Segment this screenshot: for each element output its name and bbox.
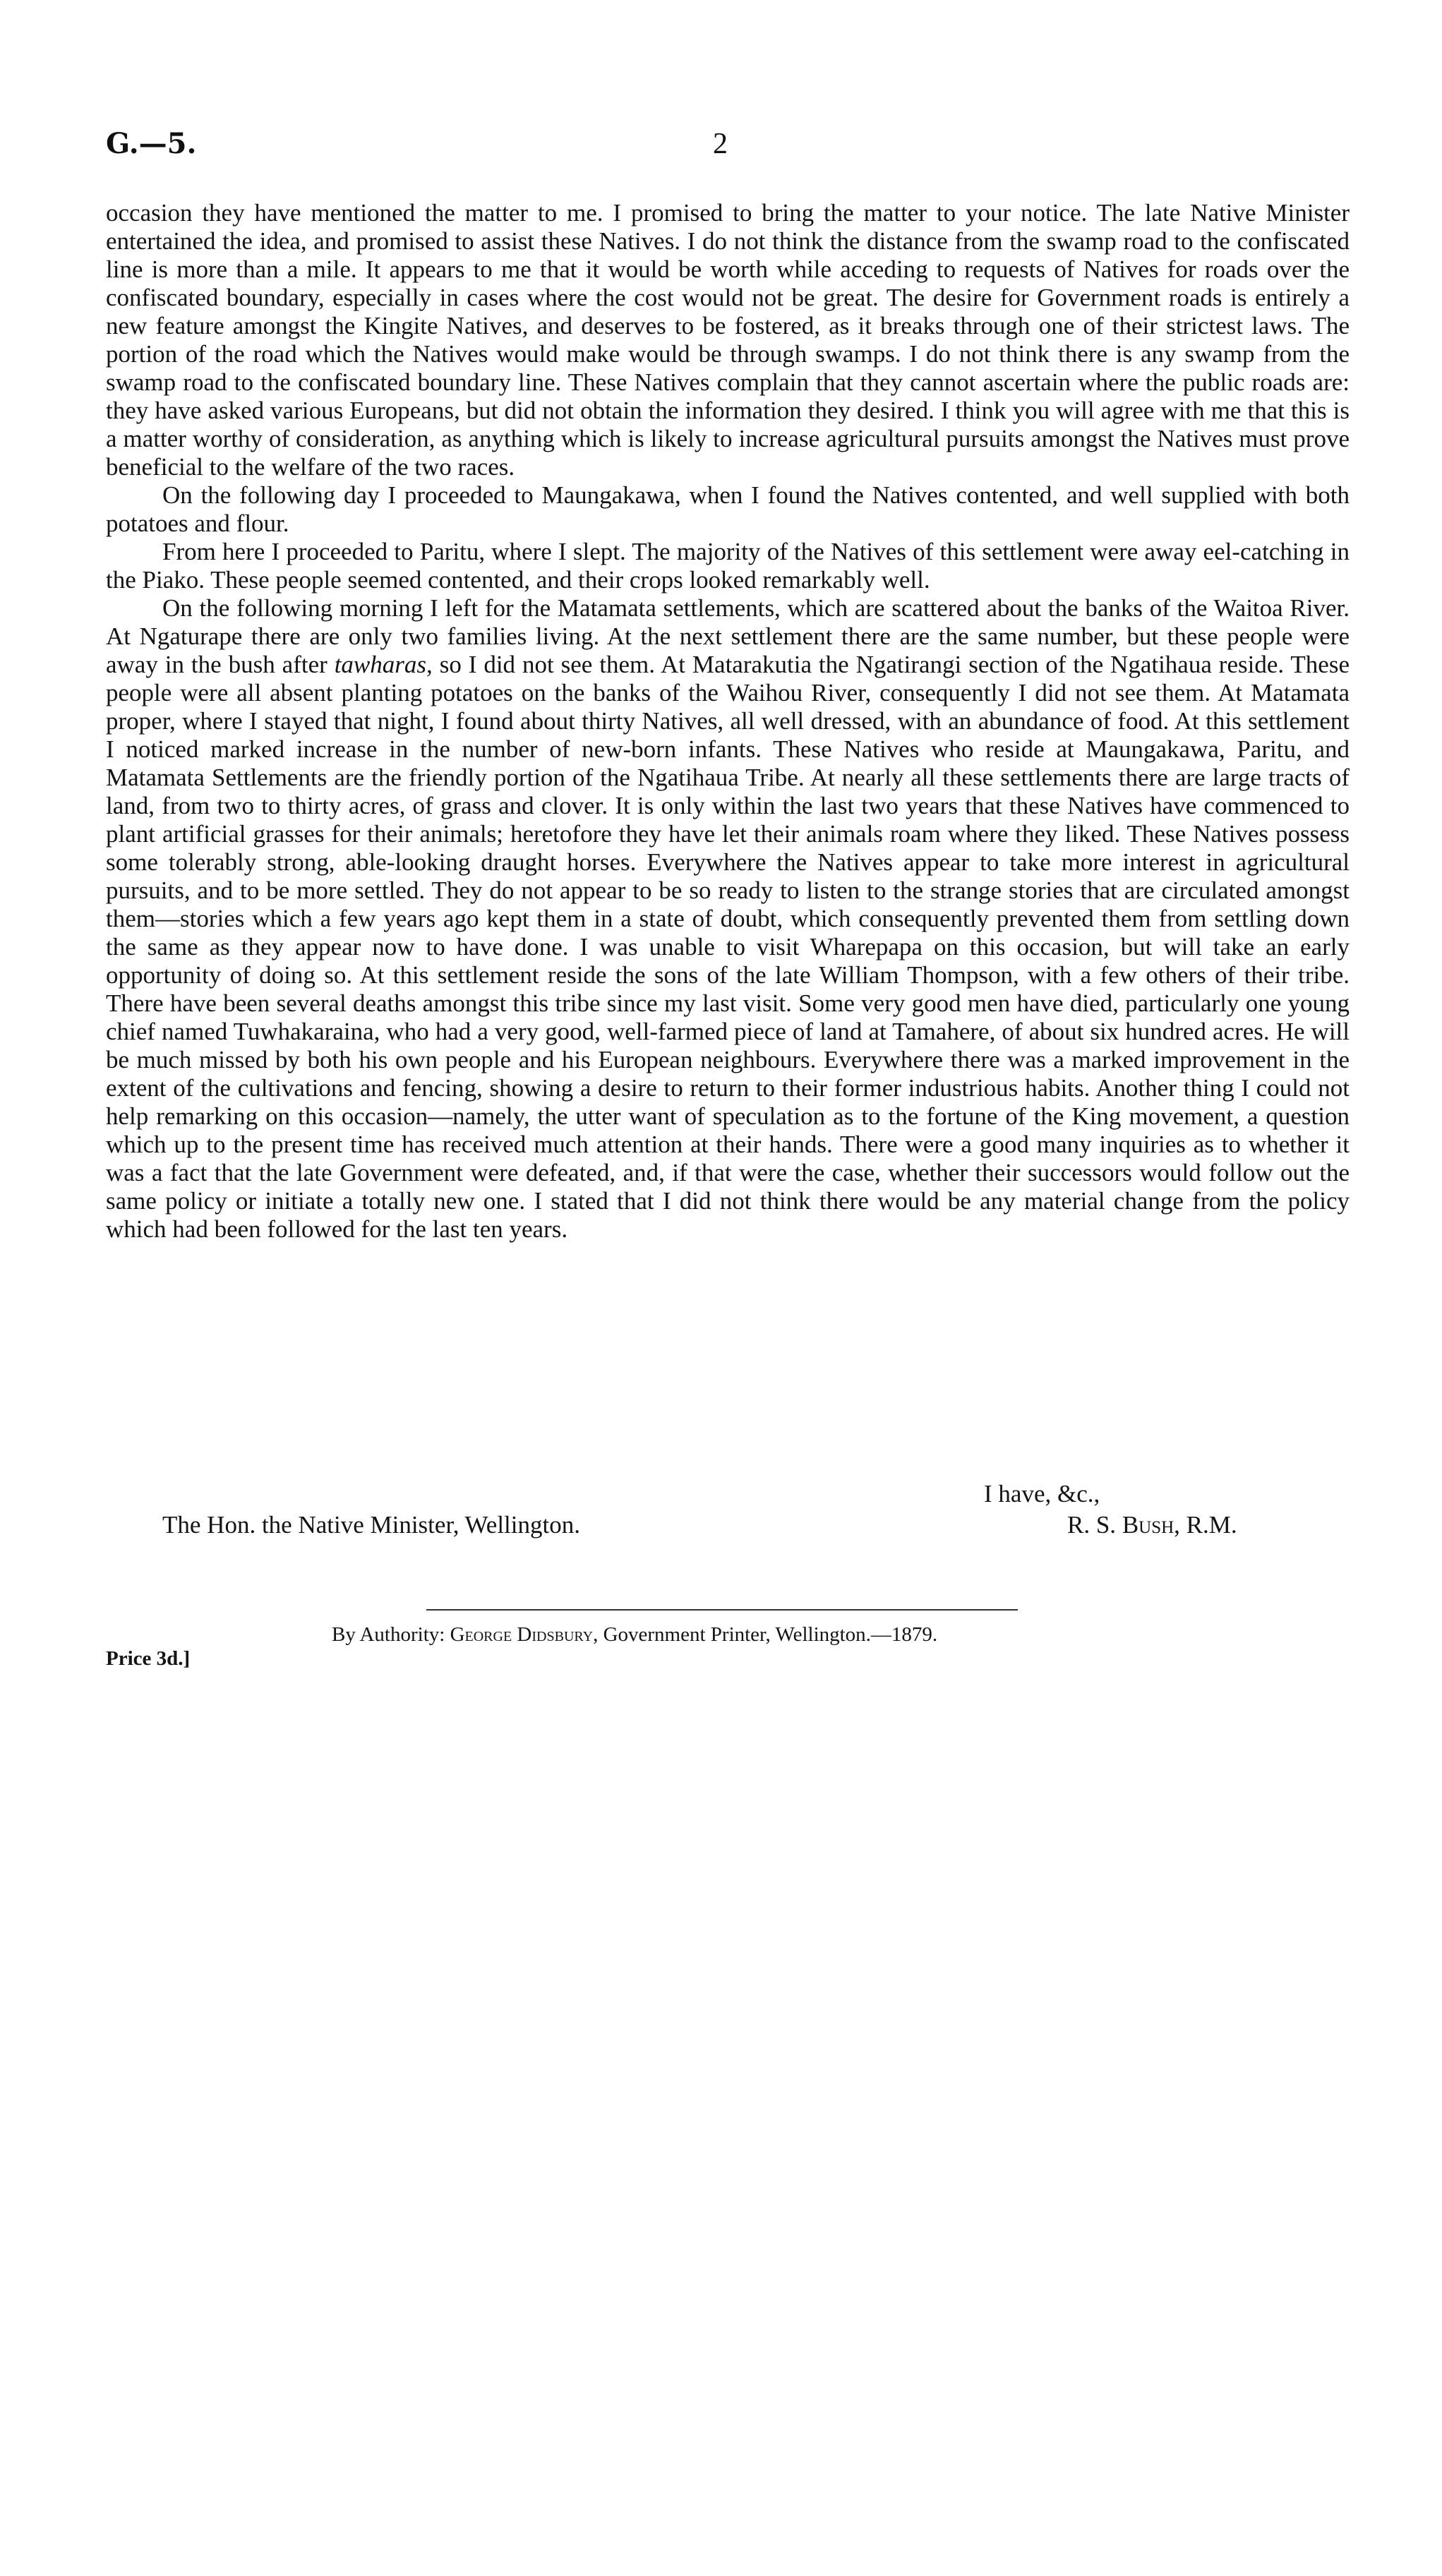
footer-divider: [426, 1609, 1018, 1611]
signature-initials: R. S.: [1067, 1511, 1117, 1539]
paragraph-1: occasion they have mentioned the matter to me. I promised to bring the matter to your notice. The late Native Minister entertained the idea, and promised to assist these Natives. I do not think the distance from the swamp road to the confiscated line is more than a mile. It appears to me that it would be worth while acceding to requests of Natives for roads over the confiscated boundary, especially in cases where the cost would not be great. The desire for Government roads is entirely a new feature amongst the Kingite Natives, and deserves to be fostered, as it breaks through one of their strictest laws. The portion of the road which the Natives would make would be through swamps. I do not think there is any swamp from the swamp road to the confiscated boundary line. These Natives complain that they cannot ascertain where the public roads are: they have asked various Europeans, but did not obtain the information they desired. I think you will agree with me that this is a matter worthy of consideration, as anything which is likely to increase agricultural pursuits amongst the Natives must prove beneficial to the welfare of the two races.: [106, 199, 1350, 481]
signature: [1067, 1511, 1237, 1539]
imprint-printer: George Didsbury: [450, 1623, 594, 1646]
letter-body: [106, 199, 1350, 1244]
signature-name: Bush: [1122, 1511, 1174, 1539]
paragraph-3: From here I proceeded to Paritu, where I slept. The majority of the Natives of this settlement were away eel-catching in the Piako. These people seemed contented, and their crops looked remarkably well.: [106, 538, 1350, 594]
addressee: The Hon. the Native Minister, Wellington.: [162, 1511, 580, 1539]
paragraph-4-italic-term: tawharas,: [334, 651, 433, 678]
document-reference: G.—5.: [106, 127, 197, 160]
printer-imprint: [332, 1623, 937, 1647]
paragraph-4: [106, 594, 1350, 1244]
closing-line: I have, &c.,: [984, 1480, 1100, 1507]
price-label: Price 3d.]: [106, 1647, 191, 1670]
paragraph-4-part-1: On the following morning I left for the Matamata settlements, which are scattered about the banks of the Waitoa River. At Ngaturape there are only two families living. At the next settlement there are the same number, but these people were away in the bush after: [106, 594, 1350, 678]
signature-title: , R.M.: [1174, 1511, 1237, 1539]
page-number: 2: [713, 128, 728, 160]
paragraph-2: On the following day I proceeded to Maungakawa, when I found the Natives contented, and well supplied with both potatoes and flour.: [106, 481, 1350, 537]
imprint-prefix: By Authority:: [332, 1623, 450, 1646]
page-header: [106, 127, 1348, 169]
imprint-suffix: , Government Printer, Wellington.—1879.: [593, 1623, 938, 1646]
paragraph-4-part-2: so I did not see them. At Matarakutia the Ngatirangi section of the Ngatihaua reside. These people were all absent planting potatoes on the banks of the Waihou River, consequently I did not see them. At Matamata proper, where I stayed that night, I found about thirty Natives, all well dressed, with an abundance of food. At this settlement I noticed marked increase in the number of new-born infants. These Natives who reside at Maungakawa, Paritu, and Matamata Settlements are the friendly portion of the Ngatihaua Tribe. At nearly all these settlements there are large tracts of land, from two to thirty acres, of grass and clover. It is only within the last two years that these Natives have commenced to plant artificial grasses for their animals; heretofore they have let their animals roam where they liked. These Natives possess some tolerably strong, able-looking draught horses. Everywhere the Natives appear to take more interest in agricultural pursuits, and to be more settled. They do not appear to be so ready to listen to the strange stories that are circulated amongst them—stories which a few years ago kept them in a state of doubt, which consequently prevented them from settling down the same as they appear now to have done. I was unable to visit Wharepapa on this occasion, but will take an early opportunity of doing so. At this settlement reside the sons of the late William Thompson, with a few others of their tribe. There have been several deaths amongst this tribe since my last visit. Some very good men have died, particularly one young chief named Tuwhakaraina, who had a very good, well-farmed piece of land at Tamahere, of about six hundred acres. He will be much missed by both his own people and his European neighbours. Everywhere there was a marked improvement in the extent of the cultivations and fencing, showing a desire to return to their former industrious habits. Another thing I could not help remarking on this occasion—namely, the utter want of speculation as to the fortune of the King movement, a question which up to the present time has received much attention at their hands. There were a good many inquiries as to whether it was a fact that the late Government were defeated, and, if that were the case, whether their successors would follow out the same policy or initiate a totally new one. I stated that I did not think there would be any material change from the policy which had been followed for the last ten years.: [106, 651, 1350, 1243]
